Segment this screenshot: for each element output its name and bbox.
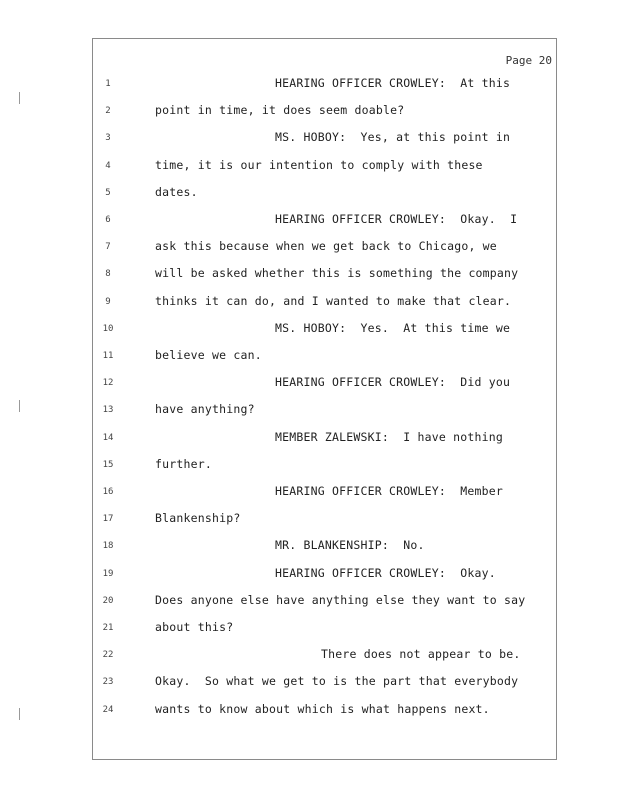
line-text: will be asked whether this is something the company bbox=[155, 266, 519, 281]
line-number: 6 bbox=[105, 215, 111, 225]
line-text: further. bbox=[155, 456, 212, 471]
transcript-line bbox=[93, 158, 556, 178]
line-text: dates. bbox=[155, 184, 198, 199]
line-number: 1 bbox=[105, 79, 111, 89]
left-margin-mark-bottom bbox=[19, 708, 20, 720]
line-number: 4 bbox=[105, 160, 111, 171]
line-text: There does not appear to be. bbox=[321, 647, 521, 662]
line-number: 24 bbox=[102, 704, 114, 715]
line-text: about this? bbox=[155, 620, 234, 634]
line-number: 22 bbox=[102, 650, 114, 661]
transcript-line bbox=[93, 674, 556, 694]
line-text: Blankenship? bbox=[155, 511, 241, 526]
line-text: MEMBER ZALEWSKI: I have nothing bbox=[275, 429, 503, 444]
transcript-line bbox=[93, 266, 556, 286]
left-margin-mark-top bbox=[19, 92, 20, 104]
line-text: point in time, it does seem doable? bbox=[155, 103, 405, 118]
line-text: MS. HOBOY: Yes. At this time we bbox=[275, 320, 511, 335]
transcript-line bbox=[93, 239, 556, 259]
transcript-line bbox=[93, 457, 556, 477]
left-margin-mark-middle bbox=[19, 400, 20, 412]
transcript-line bbox=[93, 321, 556, 341]
transcript-line bbox=[93, 430, 556, 450]
line-text: HEARING OFFICER CROWLEY: Did you bbox=[275, 375, 511, 390]
transcript-line bbox=[93, 185, 556, 205]
line-number: 7 bbox=[105, 242, 111, 253]
transcript-line bbox=[93, 538, 556, 558]
page-number: Page 20 bbox=[505, 54, 552, 67]
line-text: ask this because when we get back to Chicago, we bbox=[155, 239, 497, 254]
line-number: 23 bbox=[102, 677, 114, 688]
line-number: 8 bbox=[105, 269, 111, 280]
line-number: 20 bbox=[102, 595, 114, 606]
transcript-line bbox=[93, 566, 556, 586]
transcript-line bbox=[93, 484, 556, 504]
line-text: thinks it can do, and I wanted to make that clear. bbox=[155, 293, 512, 308]
transcript-line bbox=[93, 511, 556, 531]
transcript-line bbox=[93, 647, 556, 667]
transcript-line bbox=[93, 593, 556, 613]
transcript-line bbox=[93, 620, 556, 640]
line-text: HEARING OFFICER CROWLEY: Okay. I bbox=[275, 212, 518, 226]
transcript-line bbox=[93, 294, 556, 314]
line-number: 12 bbox=[102, 378, 114, 389]
line-number: 9 bbox=[105, 296, 111, 307]
transcript-line bbox=[93, 702, 556, 722]
transcript-line bbox=[93, 130, 556, 150]
line-text: HEARING OFFICER CROWLEY: Okay. bbox=[275, 565, 496, 580]
line-number: 10 bbox=[102, 323, 114, 334]
line-number: 21 bbox=[102, 623, 114, 633]
line-text: time, it is our intention to comply with these bbox=[155, 157, 483, 172]
line-number: 15 bbox=[102, 459, 114, 470]
line-number: 17 bbox=[102, 514, 114, 525]
line-text: MS. HOBOY: Yes, at this point in bbox=[275, 130, 511, 145]
line-number: 18 bbox=[102, 541, 114, 552]
line-number: 3 bbox=[105, 133, 111, 144]
transcript-line bbox=[93, 76, 556, 96]
line-text: Does anyone else have anything else they want to say bbox=[155, 592, 526, 607]
transcript-line bbox=[93, 103, 556, 123]
transcript-line bbox=[93, 348, 556, 368]
line-text: HEARING OFFICER CROWLEY: Member bbox=[275, 484, 503, 498]
line-number: 19 bbox=[102, 568, 114, 579]
line-text: wants to know about which is what happens next. bbox=[155, 701, 490, 716]
line-text: believe we can. bbox=[155, 348, 262, 362]
line-number: 13 bbox=[102, 405, 114, 416]
line-number: 14 bbox=[102, 432, 114, 443]
line-text: MR. BLANKENSHIP: No. bbox=[275, 538, 425, 553]
transcript-line bbox=[93, 375, 556, 395]
transcript-line bbox=[93, 212, 556, 232]
transcript-page bbox=[92, 38, 557, 760]
line-number: 5 bbox=[105, 187, 111, 198]
line-number: 2 bbox=[105, 106, 111, 117]
line-number: 16 bbox=[102, 487, 114, 497]
line-number: 11 bbox=[102, 351, 114, 361]
line-text: Okay. So what we get to is the part that everybody bbox=[155, 674, 519, 689]
line-text: have anything? bbox=[155, 402, 255, 417]
line-text: HEARING OFFICER CROWLEY: At this bbox=[275, 76, 511, 90]
transcript-line bbox=[93, 402, 556, 422]
